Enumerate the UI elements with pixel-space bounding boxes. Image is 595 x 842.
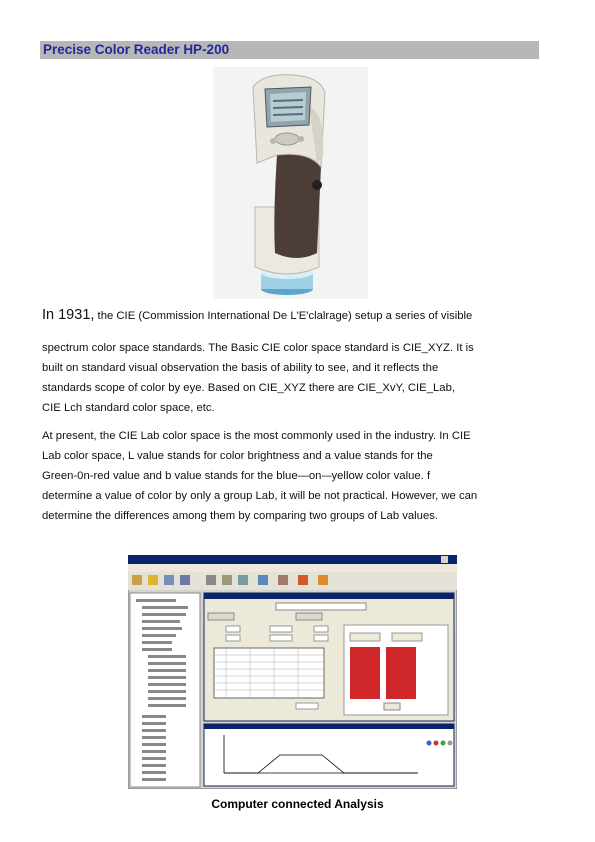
device-grip: [274, 154, 321, 258]
paragraph-intro-line: [42, 305, 562, 326]
paragraph-line: At present, the CIE Lab color space is the most commonly used in the industry. In CIE: [42, 430, 471, 442]
device-photo: [213, 67, 368, 299]
paragraph-line: spectrum color space standards. The Basic CIE color space standard is CIE_XYZ. It is: [42, 342, 474, 354]
paragraph-line: Green-0n-red value and b value stands for the blue—on-–yellow color value. f: [42, 470, 431, 482]
figure-caption: Computer connected Analysis: [211, 797, 384, 811]
intro-rest: the CIE (Commission International De L'E'clalrage) setup a series of visible: [94, 310, 473, 322]
paragraph-line: CIE Lch standard color space, etc.: [42, 402, 215, 414]
title-bar: [40, 41, 539, 59]
swatch-sample: [386, 647, 416, 699]
paragraph-line: determine a value of color by only a group Lab, it will be not practical. However, we can: [42, 490, 478, 502]
page-title: Precise Color Reader HP-200: [43, 42, 230, 57]
paragraph-line: built on standard visual observation the basis of ability to see, and it reflects the: [42, 362, 439, 374]
paragraph-line: Lab color space, L value stands for color brightness and a value stands for the: [42, 450, 433, 462]
paragraph-2: [42, 426, 562, 526]
paragraph-line: standards scope of color by eye. Based on CIE_XYZ there are CIE_XvY, CIE_Lab,: [42, 382, 455, 394]
software-window-screenshot: [128, 555, 457, 789]
swatch-standard: [350, 647, 380, 699]
paragraph-line: determine the differences among them by comparing two groups of Lab values.: [42, 510, 439, 522]
paragraph-1: [42, 338, 562, 418]
intro-year: In 1931,: [42, 307, 95, 323]
